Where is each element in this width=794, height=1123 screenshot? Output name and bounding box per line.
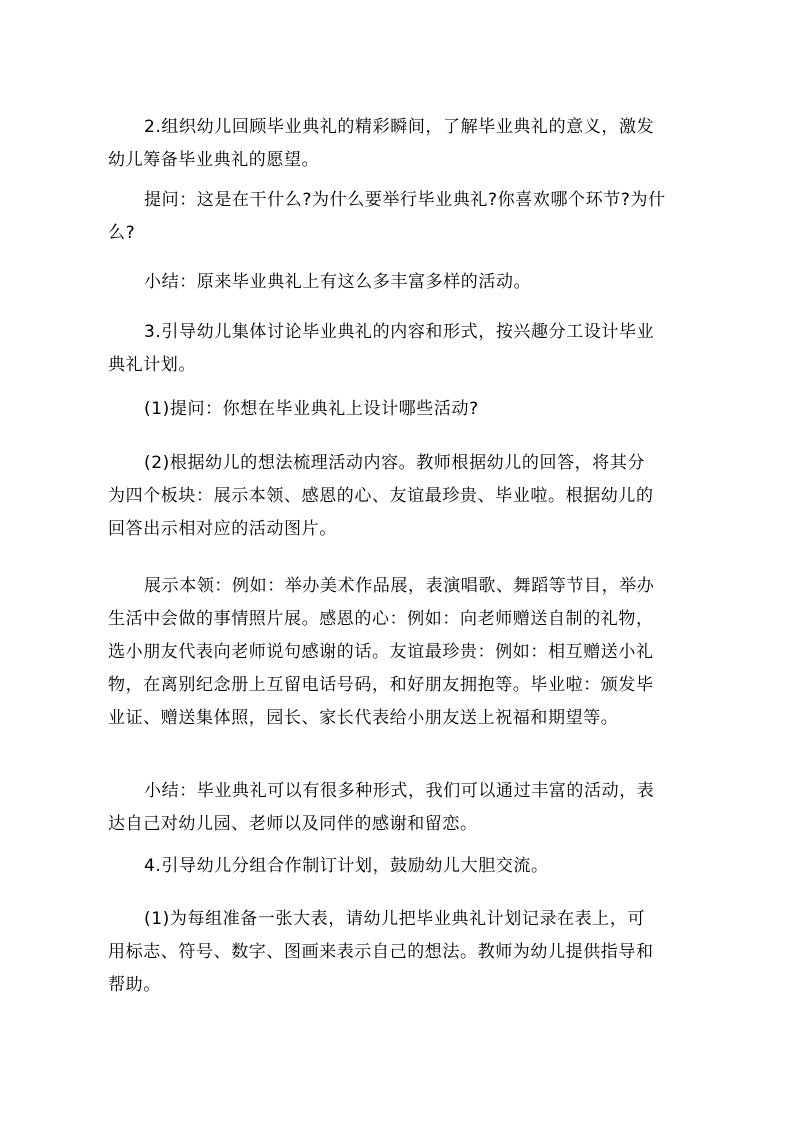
paragraph-step-3 bbox=[108, 316, 688, 382]
paragraph-examples bbox=[108, 570, 688, 735]
paragraph-question-2 bbox=[108, 393, 688, 426]
text-line: (1)为每组准备一张大表，请幼儿把毕业典礼计划记录在表上，可 bbox=[144, 909, 646, 929]
text-line: 小结：毕业典礼可以有很多种形式，我们可以通过丰富的活动，表 bbox=[144, 781, 655, 801]
text-line: 提问：这是在干什么?为什么要举行毕业典礼?你喜欢哪个环节?为什 bbox=[144, 190, 666, 210]
text-line: 帮助。 bbox=[108, 975, 161, 995]
text-line: 么? bbox=[108, 223, 136, 243]
text-line: 物，在离别纪念册上互留电话号码，和好朋友拥抱等。毕业啦：颁发毕 bbox=[108, 675, 654, 695]
text-line: 展示本领：例如：举办美术作品展，表演唱歌、舞蹈等节目，举办 bbox=[144, 576, 655, 596]
paragraph-summary-2 bbox=[108, 775, 688, 841]
text-line: 小结：原来毕业典礼上有这么多丰富多样的活动。 bbox=[144, 272, 532, 292]
paragraph-summary-1 bbox=[108, 266, 688, 299]
paragraph-question-1 bbox=[108, 184, 688, 250]
text-line: 用标志、符号、数字、图画来表示自己的想法。教师为幼儿提供指导和 bbox=[108, 942, 654, 962]
text-line: 回答出示相对应的活动图片。 bbox=[108, 519, 337, 539]
paragraph-sub-2 bbox=[108, 447, 688, 546]
text-line: 2.组织幼儿回顾毕业典礼的精彩瞬间，了解毕业典礼的意义，激发 bbox=[144, 117, 655, 137]
text-line: 3.引导幼儿集体讨论毕业典礼的内容和形式，按兴趣分工设计毕业 bbox=[144, 322, 655, 342]
text-line: 业证、赠送集体照，园长、家长代表给小朋友送上祝福和期望等。 bbox=[108, 708, 619, 728]
text-line: (1)提问：你想在毕业典礼上设计哪些活动? bbox=[144, 399, 479, 419]
text-line: 选小朋友代表向老师说句感谢的话。友谊最珍贵：例如：相互赠送小礼 bbox=[108, 642, 654, 662]
text-line: 4.引导幼儿分组合作制订计划，鼓励幼儿大胆交流。 bbox=[144, 856, 549, 876]
text-line: 生活中会做的事情照片展。感恩的心：例如：向老师赠送自制的礼物， bbox=[108, 609, 654, 629]
text-line: 幼儿筹备毕业典礼的愿望。 bbox=[108, 150, 320, 170]
paragraph-sub-1 bbox=[108, 903, 688, 1002]
text-line: 达自己对幼儿园、老师以及同伴的感谢和留恋。 bbox=[108, 814, 478, 834]
paragraph-step-2 bbox=[108, 111, 688, 177]
text-line: 典礼计划。 bbox=[108, 355, 196, 375]
text-line: 为四个板块：展示本领、感恩的心、友谊最珍贵、毕业啦。根据幼儿的 bbox=[108, 486, 654, 506]
paragraph-step-4 bbox=[108, 850, 688, 883]
text-line: (2)根据幼儿的想法梳理活动内容。教师根据幼儿的回答，将其分 bbox=[144, 453, 646, 473]
